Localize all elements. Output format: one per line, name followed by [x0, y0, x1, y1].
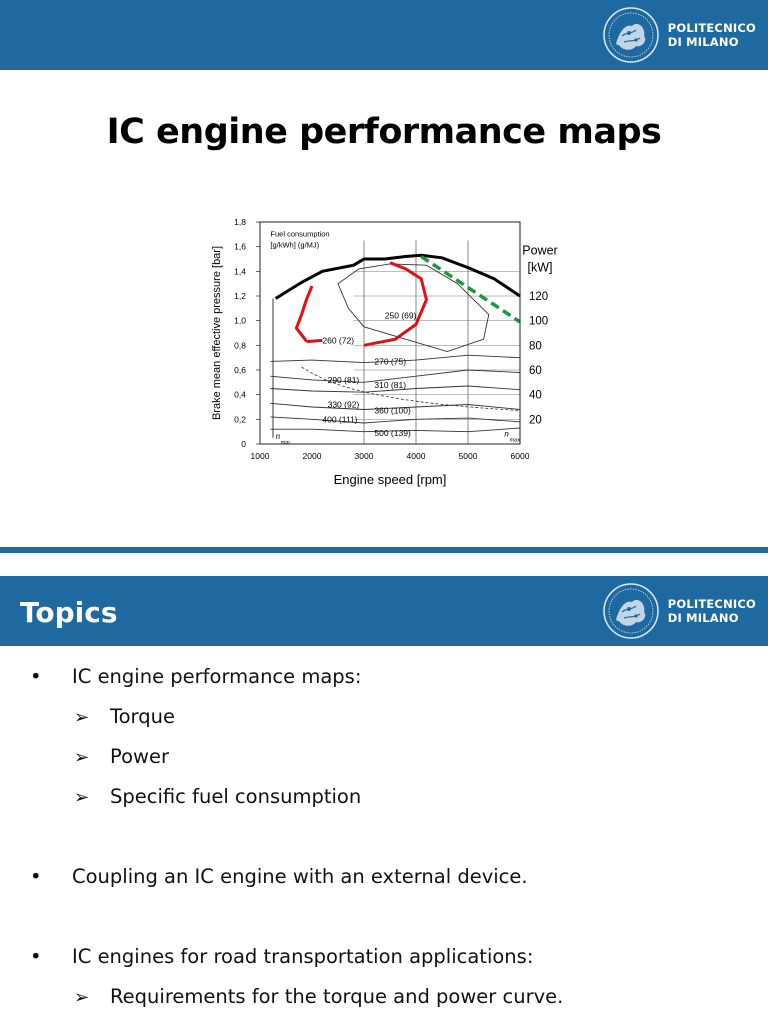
sub-list-item [74, 705, 175, 728]
polimi-seal-icon [602, 582, 660, 640]
slide2-title: Topics [20, 596, 118, 629]
full-load-curve [276, 255, 520, 298]
bullet-text: Coupling an IC engine with an external device. [72, 865, 528, 888]
sub-item-text: Specific fuel consumption [110, 785, 362, 808]
list-item [30, 865, 528, 888]
y-tick-label: 0 [241, 439, 246, 449]
logo-line-2: DI MILANO [667, 35, 739, 49]
polimi-logo-2 [602, 582, 756, 640]
y-tick-label: 0,4 [234, 389, 246, 400]
list-item [30, 945, 533, 968]
contour-label: 260 (72) [322, 335, 355, 346]
bullet-glyph: • [30, 665, 42, 688]
n-min-label: n [275, 432, 281, 442]
power-tick-label: 120 [529, 291, 549, 303]
power-axis-label: Power [522, 243, 558, 258]
arrow-bullet-icon: ➢ [74, 987, 90, 1008]
max-power-line [421, 257, 520, 322]
logo-line-1: POLITECNICO [667, 597, 756, 611]
logo-line-1: POLITECNICO [667, 21, 756, 35]
list-item [30, 665, 361, 688]
sub-item-text: Torque [110, 705, 175, 728]
bullet-text: IC engines for road transportation applications: [72, 945, 534, 968]
highlight-contour-260-tail [307, 340, 323, 341]
contour-label: 250 (69) [384, 310, 417, 321]
legend-units: [g/kWh] (g/MJ) [270, 240, 320, 250]
bullet-glyph: • [30, 945, 42, 968]
y-tick-label: 0,8 [234, 340, 246, 351]
power-tick-label: 80 [529, 340, 542, 353]
bsfc-contour [338, 264, 489, 352]
n-max-label: n [504, 429, 509, 439]
legend-title: Fuel consumption [270, 229, 330, 239]
y-axis-label: Brake mean effective pressure [bar] [211, 245, 223, 421]
x-tick-label: 6000 [510, 451, 530, 461]
power-tick-label: 20 [529, 414, 542, 427]
x-tick-label: 5000 [458, 451, 478, 461]
power-axis-unit: [kW] [527, 260, 553, 275]
highlight-contour-250 [364, 263, 426, 346]
power-tick-label: 60 [529, 365, 542, 377]
y-tick-label: 1,0 [234, 315, 246, 326]
contour-label: 330 (92) [327, 399, 360, 410]
arrow-bullet-icon: ➢ [74, 747, 90, 768]
sub-list-item [74, 785, 361, 808]
contour-label: 400 (111) [322, 414, 358, 425]
bullet-glyph: • [30, 865, 42, 888]
slide-divider [0, 547, 768, 553]
contour-label: 270 (75) [374, 356, 407, 367]
bullet-text: IC engine performance maps: [72, 665, 362, 688]
sub-list-item [74, 745, 169, 768]
power-tick-label: 100 [529, 315, 549, 328]
logo-line-2: DI MILANO [667, 611, 739, 625]
x-tick-label: 4000 [406, 451, 426, 461]
bsfc-contour [270, 417, 520, 423]
highlight-contour-260 [296, 286, 312, 342]
x-tick-label: 2000 [302, 451, 322, 461]
contour-label: 310 (81) [374, 379, 407, 390]
y-tick-label: 1,6 [234, 241, 246, 252]
n-min-subscript: min [280, 440, 290, 446]
polimi-logo [602, 6, 756, 64]
x-tick-label: 1000 [250, 451, 270, 461]
sub-item-text: Requirements for the torque and power curve. [110, 985, 564, 1008]
polimi-seal-icon [602, 6, 660, 64]
y-tick-label: 0,6 [234, 365, 246, 375]
power-tick-label: 40 [529, 389, 542, 402]
arrow-bullet-icon: ➢ [74, 787, 90, 808]
contour-label: 360 (100) [374, 405, 411, 416]
contour-label: 290 (81) [327, 374, 360, 385]
x-tick-label: 3000 [354, 451, 374, 461]
y-tick-label: 1,2 [234, 291, 246, 301]
x-axis-label: Engine speed [rpm] [333, 472, 447, 487]
slide1-title: IC engine performance maps [106, 112, 662, 152]
y-tick-label: 1,8 [234, 217, 246, 227]
contour-label: 500 (139) [374, 427, 411, 438]
arrow-bullet-icon: ➢ [74, 707, 90, 728]
slide1-header-band [0, 0, 768, 70]
n-max-subscript: max [509, 437, 520, 444]
engine-map-chart [200, 210, 570, 495]
sub-item-text: Power [110, 745, 169, 768]
y-tick-label: 0,2 [234, 414, 246, 425]
sub-list-item [74, 985, 563, 1008]
y-tick-label: 1,4 [234, 266, 246, 277]
